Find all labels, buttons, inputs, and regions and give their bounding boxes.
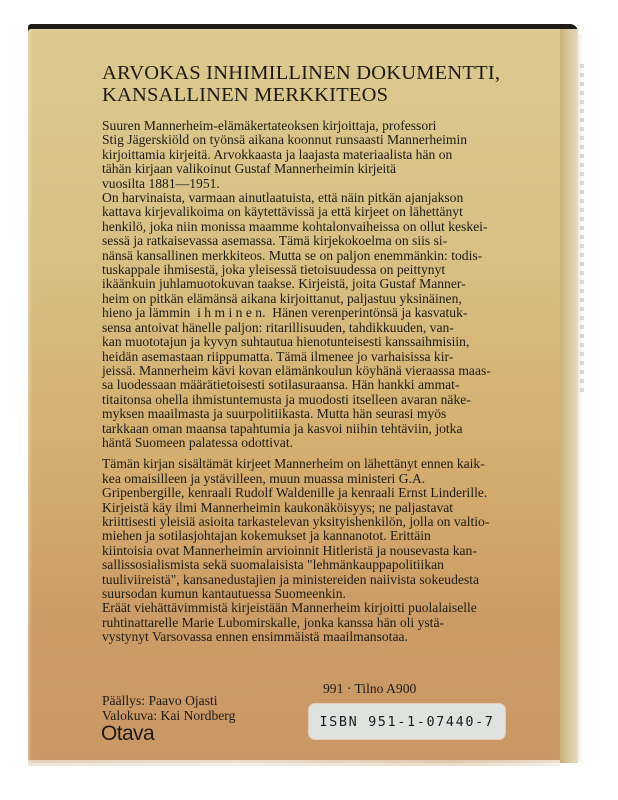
cover-designer-credit: Päällys: Paavo Ojasti bbox=[102, 693, 218, 708]
text-line: vuosilta 1881—1951. bbox=[102, 175, 220, 191]
text-line: henkilö, joka niin monissa maamme kohtalonvaiheissa on ollut keskei- bbox=[102, 218, 488, 234]
text-line: häntä Suomeen palatessa odottivat. bbox=[102, 434, 294, 450]
text-line: tuuliviireistä", kansanedustajien ja ministereiden naiivista sokeudesta bbox=[102, 571, 480, 587]
text-line: heim on pitkän elämänsä aikana kirjoittanut, paljastuu yksinäinen, bbox=[102, 290, 462, 306]
text-line: suursodan kumun kantautuessa Suomeenkin. bbox=[102, 586, 346, 601]
text-line: heidän asemastaan riippumatta. Tämä ilmenee jo varhaisissa kir- bbox=[102, 348, 454, 364]
price-code: 991 · Tilno A900 bbox=[323, 681, 417, 696]
text-line: ruhtinattarelle Marie Lubomirskalle, jonka kanssa hän oli ystä- bbox=[102, 614, 445, 630]
text-line: kea omaisilleen ja ystävilleen, muun muassa ministeri G.A. bbox=[102, 470, 426, 486]
text-line: Tämän kirjan sisältämät kirjeet Mannerheim on lähettänyt ennen kaik- bbox=[102, 456, 485, 472]
text-line: Stig Jägerskiöld on työnsä aikana koonnut runsaasti Mannerheimin bbox=[102, 132, 468, 148]
text-line: kirjoittamia kirjeitä. Arvokkaasta ja laajasta materiaalista hän on bbox=[102, 146, 453, 162]
credits bbox=[102, 693, 235, 723]
photographer-credit: Valokuva: Kai Nordberg bbox=[102, 708, 236, 723]
text-line: sensa antoivat hänelle paljon: ritarillisuuden, tahdikkuuden, van- bbox=[102, 319, 454, 335]
text-line: kattava kirjevalikoima on käytettävissä ja että kirjeet on lähettänyt bbox=[102, 204, 463, 220]
text-line: sa luodessaan määrätietoisesti sotilasuraansa. Hän hankki ammat- bbox=[102, 377, 460, 393]
text-line: ikäänkuin juhlamuotokuvan taakse. Kirjeistä, joita Gustaf Manner- bbox=[102, 276, 466, 292]
text-line: Eräät viehättävimmistä kirjeistään Mannerheim kirjoitti puolalaiselle bbox=[102, 600, 477, 616]
paragraph-1 bbox=[102, 119, 542, 450]
paragraph-2 bbox=[102, 457, 542, 644]
text-line: vystynyt Varsovassa ennen ensimmäistä maailmansotaa. bbox=[102, 629, 408, 645]
text-line: Kirjeistä käy ilmi Mannerheimin kaukonäköisyys; ne paljastavat bbox=[102, 499, 454, 515]
spine-title-fragment bbox=[580, 64, 584, 394]
text-line: kriittisesti yleisiä asioita tarkastelevan yksityishenkilön, jolla on valtio- bbox=[102, 513, 490, 529]
text-line: Gripenbergille, kenraali Rudolf Waldenille ja kenraali Ernst Linderille. bbox=[102, 485, 488, 501]
text-line: sessä ja ratkaisevassa asemassa. Tämä kirjekokoelma on siis si- bbox=[102, 233, 448, 249]
spine-fold bbox=[560, 29, 578, 763]
text-line: tähän kirjaan valikoinut Gustaf Mannerheimin kirjeitä bbox=[102, 161, 397, 177]
text-line: On harvinaista, varmaan ainutlaatuista, että näin pitkän ajanjakson bbox=[102, 190, 464, 206]
text-line: kan muototajun ja kyvyn suhtautua hienotunteisesti kanssaihmisiin, bbox=[102, 334, 470, 350]
text-line: kiintoisia ovat Mannerheimin arvioinnit Hitleristä ja nousevasta kan- bbox=[102, 542, 477, 558]
publisher-name: Otava bbox=[101, 722, 155, 745]
text-line: sallissosialismista sekä suomalaisista "lehmänkauppapolitiikan bbox=[102, 557, 444, 573]
isbn-number: ISBN 951-1-07440-7 bbox=[319, 713, 495, 730]
text-line: miehen ja sotilasjohtajan kokemukset ja kannanotot. Erittäin bbox=[102, 528, 431, 544]
text-line: hieno ja lämmin i h m i n e n. Hänen verenperintönsä ja kasvatuk- bbox=[102, 305, 468, 321]
text-line: myksen maailmasta ja suurpolitiikasta. Mutta hän seurasi myös bbox=[102, 406, 447, 422]
text-line: titaitonsa ohella ihmistuntemusta ja muodosti itselleen avaran näke- bbox=[102, 391, 471, 407]
text-line: Suuren Mannerheim-elämäkertateoksen kirjoittaja, professori bbox=[102, 118, 437, 133]
isbn-sticker bbox=[309, 704, 505, 739]
heading-line: ARVOKAS INHIMILLINEN DOKUMENTTI, bbox=[102, 62, 501, 84]
text-line: tuskappale ihmisestä, joka yleisessä tietoisuudessa on peittynyt bbox=[102, 262, 446, 278]
blurb-heading bbox=[102, 62, 542, 106]
text-line: tarkkaan oman maansa tapahtumia ja kasvoi niihin tehtäviin, jotka bbox=[102, 420, 463, 436]
text-line: jeissä. Mannerheim kävi kovan elämänkoulun köyhänä vieraassa maas- bbox=[102, 362, 491, 378]
text-line: nänsä kansallinen merkkiteos. Mutta se on paljon enemmänkin: todis- bbox=[102, 247, 483, 263]
heading-line: KANSALLINEN MERKKITEOS bbox=[102, 84, 389, 106]
blurb bbox=[102, 62, 542, 645]
